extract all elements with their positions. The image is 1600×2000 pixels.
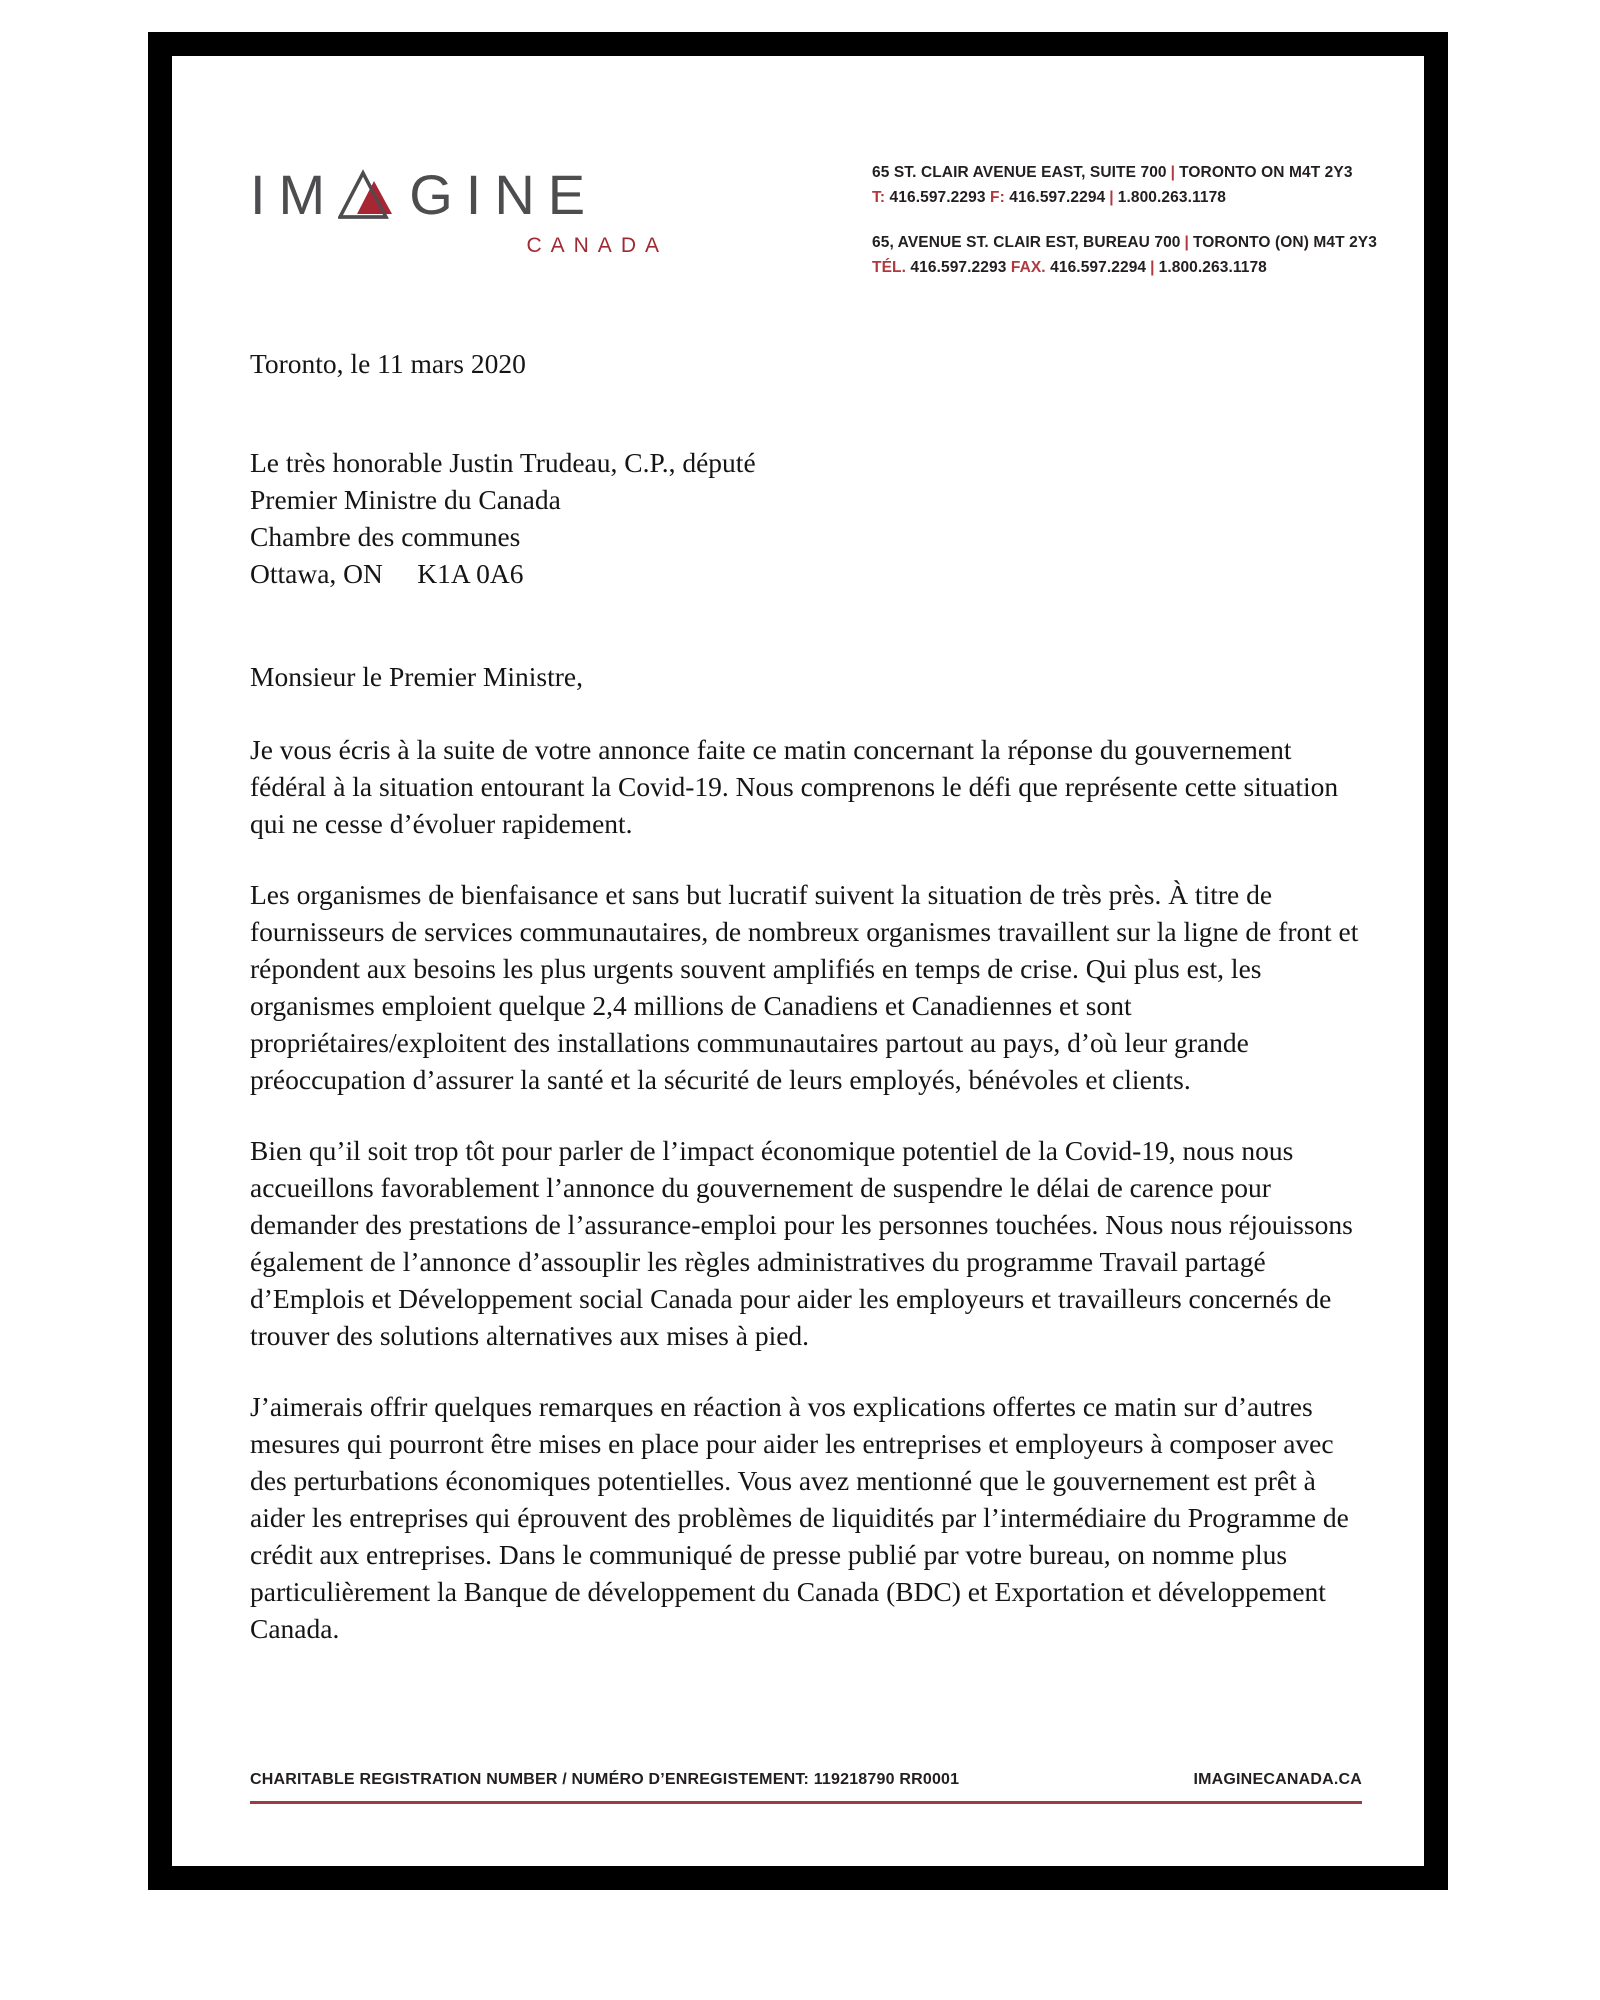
contact-separator: | xyxy=(1109,189,1114,207)
recipient-line: Premier Ministre du Canada xyxy=(250,483,561,515)
contact-en-city: TORONTO ON M4T 2Y3 xyxy=(1179,164,1353,181)
contact-en-address-line xyxy=(872,160,1377,185)
page-frame xyxy=(148,32,1448,1890)
letter-page xyxy=(172,56,1424,1866)
contact-fr-address-line xyxy=(872,230,1377,255)
letter-body xyxy=(250,346,1372,1648)
contact-en-fax-label: F: xyxy=(990,189,1005,207)
letter-date: Toronto, le 11 mars 2020 xyxy=(250,348,526,379)
contact-fr-phone-label: TÉL. xyxy=(872,259,906,277)
logo-wordmark-suffix: GINE xyxy=(409,163,599,226)
letter-salutation: Monsieur le Premier Ministre, xyxy=(250,660,583,692)
contact-en-phone-line xyxy=(872,185,1377,210)
contact-en-fax: 416.597.2294 xyxy=(1009,189,1106,207)
letter-paragraph: Je vous écris à la suite de votre annonce faite ce matin concernant la réponse du gouvernement fédéral à la situation entourant la Covid-19. Nous comprenons le défi que représente cette situation qui ne cesse d’évoluer rapidement. xyxy=(250,733,1339,839)
contact-en-phone: 416.597.2293 xyxy=(889,189,986,207)
contact-english xyxy=(872,160,1377,210)
contact-en-phone-label: T: xyxy=(872,189,886,207)
contact-en-tollfree: 1.800.263.1178 xyxy=(1117,189,1227,207)
letter-paragraph: Bien qu’il soit trop tôt pour parler de l’impact économique potentiel de la Covid-19, nous nous accueillons favorablement l’annonce du gouvernement de suspendre le délai de carence pour demander des prestations de l’assurance-emploi pour les personnes touchées. Nous nous réjouissons également de l’annonce d’assouplir les règles administratives du programme Travail partagé d’Emplois et Développement social Canada pour aider les employeurs et travailleurs concernés de trouver des solutions alternatives aux mises à pied. xyxy=(250,1134,1353,1351)
contact-separator: | xyxy=(1184,234,1189,252)
logo-wordmark-prefix: IM xyxy=(250,163,339,226)
footer-divider xyxy=(250,1801,1362,1804)
recipient-line: Ottawa, ON K1A 0A6 xyxy=(250,557,524,589)
letter-paragraph: J’aimerais offrir quelques remarques en réaction à vos explications offertes ce matin sur d’autres mesures qui pourront être mises en place pour aider les entreprises et employeurs à composer avec des perturbations économiques potentielles. Vous avez mentionné que le gouvernement est prêt à aider les entreprises qui éprouvent des problèmes de liquidités par l’intermédiaire du Programme de crédit aux entreprises. Dans le communiqué de presse publié par votre bureau, on nomme plus particulièrement la Banque de développement du Canada (BDC) et Exportation et développement Canada. xyxy=(250,1390,1349,1644)
contact-fr-tollfree: 1.800.263.1178 xyxy=(1158,259,1267,277)
logo-wordmark xyxy=(250,163,670,226)
contact-separator: | xyxy=(1170,164,1176,181)
contact-fr-phone-line xyxy=(872,255,1377,280)
letter-paragraph: Les organismes de bienfaisance et sans but lucratif suivent la situation de très près. À titre de fournisseurs de services communautaires, de nombreux organismes travaillent sur la ligne de front et répondent aux besoins les plus urgents souvent amplifiés en temps de crise. Qui plus est, les organismes emploient quelque 2,4 millions de Canadiens et Canadiennes et sont propriétaires/exploitent des installations communautaires partout au pays, d’où leur grande préoccupation d’assurer la santé et la sécurité de leurs employés, bénévoles et clients. xyxy=(250,878,1359,1095)
letter-footer xyxy=(250,1771,1362,1804)
contact-fr-phone: 416.597.2293 xyxy=(910,259,1007,277)
contact-french xyxy=(872,230,1377,280)
contact-fr-fax-label: FAX. xyxy=(1010,259,1046,277)
letterhead xyxy=(172,56,1424,326)
footer-row xyxy=(250,1771,1362,1801)
contact-fr-city: TORONTO (ON) M4T 2Y3 xyxy=(1192,234,1377,252)
logo-subtitle: CANADA xyxy=(526,234,668,257)
triangle-a-mark-icon xyxy=(338,169,396,221)
recipient-address-block xyxy=(250,445,1372,593)
website-url[interactable]: IMAGINECANADA.CA xyxy=(1193,1771,1362,1788)
contact-fr-street: 65, AVENUE ST. CLAIR EST, BUREAU 700 xyxy=(872,234,1181,252)
charitable-registration-number: CHARITABLE REGISTRATION NUMBER / NUMÉRO D’ENREGISTEMENT: 119218790 RR0001 xyxy=(250,1771,960,1788)
contact-en-street: 65 ST. CLAIR AVENUE EAST, SUITE 700 xyxy=(872,164,1167,181)
recipient-line: Le très honorable Justin Trudeau, C.P., député xyxy=(250,446,756,478)
imagine-canada-logo xyxy=(250,163,670,258)
contact-information xyxy=(872,160,1377,280)
recipient-line: Chambre des communes xyxy=(250,520,521,552)
contact-fr-fax: 416.597.2294 xyxy=(1050,259,1147,277)
contact-separator: | xyxy=(1150,259,1155,277)
